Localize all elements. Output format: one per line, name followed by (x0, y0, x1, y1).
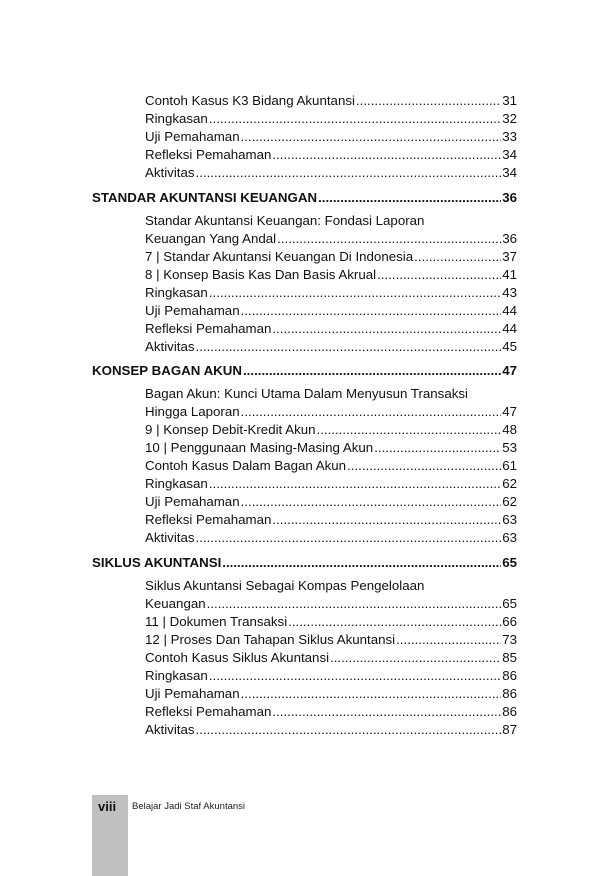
toc-entry-title: Ringkasan (145, 285, 208, 300)
running-title: Belajar Jadi Staf Akuntansi (132, 801, 246, 812)
toc-entry-page: 33 (502, 129, 517, 144)
toc-entry[interactable] (145, 92, 517, 110)
dot-leader (196, 529, 502, 547)
toc-entry-title: 8 | Konsep Basis Kas Dan Basis Akrual (145, 267, 377, 282)
toc-entry-page: 62 (502, 494, 517, 509)
toc-entry-title: 12 | Proses Dan Tahapan Siklus Akuntansi (145, 632, 396, 647)
toc-entry[interactable] (145, 320, 517, 338)
toc-entry-title: Ringkasan (145, 668, 208, 683)
toc-part-title: STANDAR AKUNTANSI KEUANGAN (92, 190, 318, 205)
toc-entry-page: 44 (502, 321, 517, 336)
toc-entry-page: 41 (502, 267, 517, 282)
dot-leader (272, 703, 501, 721)
dot-leader (196, 721, 502, 739)
toc-part-page: 47 (502, 363, 517, 378)
toc-entry[interactable] (145, 248, 517, 266)
dot-leader (241, 128, 502, 146)
dot-leader (272, 320, 501, 338)
toc-entry-title: Refleksi Pemahaman (145, 704, 272, 719)
dot-leader (272, 146, 501, 164)
toc-entry-page: 62 (502, 476, 517, 491)
dot-leader (374, 439, 501, 457)
dot-leader (196, 164, 502, 182)
dot-leader (330, 649, 501, 667)
toc-entry-title: Contoh Kasus Siklus Akuntansi (145, 650, 330, 665)
toc-entry-page: 44 (502, 303, 517, 318)
toc-intro-line: Siklus Akuntansi Sebagai Kompas Pengelolaan (145, 578, 425, 593)
dot-leader (347, 457, 501, 475)
toc-entry-title: Refleksi Pemahaman (145, 147, 272, 162)
toc-entry-page: 87 (502, 722, 517, 737)
toc-entry-page: 66 (502, 614, 517, 629)
toc-entry[interactable] (145, 266, 517, 284)
toc-entry[interactable] (145, 631, 517, 649)
dot-leader (356, 92, 501, 110)
dot-leader (209, 475, 501, 493)
toc-entry-page: 65 (502, 596, 517, 611)
dot-leader (241, 302, 502, 320)
toc-entry-page: 34 (502, 147, 517, 162)
toc-entry-page: 86 (502, 704, 517, 719)
dot-leader (209, 667, 501, 685)
toc-part-heading[interactable] (92, 554, 517, 572)
toc-entry-title: Contoh Kasus Dalam Bagan Akun (145, 458, 347, 473)
toc-entry-page: 61 (502, 458, 517, 473)
toc-entry[interactable] (145, 511, 517, 529)
toc-entry-page: 45 (502, 339, 517, 354)
toc-entry-title: Aktivitas (145, 165, 195, 180)
toc-entry[interactable] (145, 493, 517, 511)
toc-entry[interactable] (145, 667, 517, 685)
toc-entry-title: 11 | Dokumen Transaksi (145, 614, 288, 629)
toc-intro-line: Bagan Akun: Kunci Utama Dalam Menyusun Transaksi (145, 386, 468, 401)
dot-leader (241, 685, 502, 703)
dot-leader (396, 631, 501, 649)
dot-leader (243, 362, 501, 380)
dot-leader (277, 230, 501, 248)
toc-entry-title: Ringkasan (145, 476, 208, 491)
toc-entry[interactable] (145, 613, 517, 631)
dot-leader (272, 511, 501, 529)
toc-entry-page: 48 (502, 422, 517, 437)
dot-leader (222, 554, 501, 572)
toc-part-page: 65 (502, 555, 517, 570)
toc-entry[interactable] (145, 403, 517, 421)
toc-entry-title: Refleksi Pemahaman (145, 512, 272, 527)
toc-entry[interactable] (145, 338, 517, 356)
toc-entry[interactable] (145, 164, 517, 182)
toc-entry-page: 47 (502, 404, 517, 419)
toc-entry-title: Uji Pemahaman (145, 686, 240, 701)
toc-entry-page: 43 (502, 285, 517, 300)
page-number: viii (98, 799, 117, 814)
toc-entry[interactable] (145, 421, 517, 439)
toc-entry[interactable] (145, 703, 517, 721)
toc-part-title: SIKLUS AKUNTANSI (92, 555, 222, 570)
toc-entry-title: Keuangan (145, 596, 206, 611)
dot-leader (241, 403, 502, 421)
toc-part-page: 36 (502, 190, 517, 205)
toc-entry-page: 36 (502, 231, 517, 246)
toc-entry-title: Uji Pemahaman (145, 494, 240, 509)
toc-entry-page: 31 (502, 93, 517, 108)
toc-entry[interactable] (145, 649, 517, 667)
toc-entry-title: 9 | Konsep Debit-Kredit Akun (145, 422, 316, 437)
toc-entry-page: 34 (502, 165, 517, 180)
dot-leader (209, 110, 501, 128)
toc-entry-page: 73 (502, 632, 517, 647)
toc-entry[interactable] (145, 302, 517, 320)
toc-entry[interactable] (145, 457, 517, 475)
toc-entry[interactable] (145, 721, 517, 739)
toc-entry-title: Aktivitas (145, 530, 195, 545)
toc-entry-title: 10 | Penggunaan Masing-Masing Akun (145, 440, 374, 455)
dot-leader (288, 613, 501, 631)
dot-leader (318, 189, 501, 207)
toc-entry-title: Aktivitas (145, 722, 195, 737)
toc-entry-title: Contoh Kasus K3 Bidang Akuntansi (145, 93, 355, 108)
toc-part-heading[interactable] (92, 189, 517, 207)
toc-entry[interactable] (145, 128, 517, 146)
toc-intro-line: Standar Akuntansi Keuangan: Fondasi Laporan (145, 213, 425, 228)
toc-entry-title: Keuangan Yang Andal (145, 231, 277, 246)
toc-entry[interactable] (145, 230, 517, 248)
toc-entry-page: 53 (502, 440, 517, 455)
dot-leader (317, 421, 502, 439)
toc-entry-page: 63 (502, 512, 517, 527)
dot-leader (241, 493, 502, 511)
toc-entry-title: Uji Pemahaman (145, 129, 240, 144)
dot-leader (209, 284, 501, 302)
toc-entry-page: 86 (502, 668, 517, 683)
dot-leader (207, 595, 502, 613)
dot-leader (196, 338, 502, 356)
dot-leader (414, 248, 501, 266)
toc-entry[interactable] (145, 439, 517, 457)
toc-entry-title: Aktivitas (145, 339, 195, 354)
toc-entry[interactable] (145, 110, 517, 128)
dot-leader (377, 266, 501, 284)
toc-entry[interactable] (145, 475, 517, 493)
toc-part-heading[interactable] (92, 362, 517, 380)
toc-entry[interactable] (145, 284, 517, 302)
toc-entry-page: 86 (502, 686, 517, 701)
toc-entry[interactable] (145, 685, 517, 703)
toc-entry[interactable] (145, 595, 517, 613)
toc-entry-page: 37 (502, 249, 517, 264)
toc-entry-page: 85 (502, 650, 517, 665)
toc-entry-title: Ringkasan (145, 111, 208, 126)
toc-entry-title: Refleksi Pemahaman (145, 321, 272, 336)
toc-entry[interactable] (145, 146, 517, 164)
toc-entry-page: 32 (502, 111, 517, 126)
toc-entry-title: Hingga Laporan (145, 404, 240, 419)
toc-entry-page: 63 (502, 530, 517, 545)
toc-entry-title: Uji Pemahaman (145, 303, 240, 318)
toc-part-title: KONSEP BAGAN AKUN (92, 363, 242, 378)
toc-entry[interactable] (145, 529, 517, 547)
toc-entry-title: 7 | Standar Akuntansi Keuangan Di Indonesia (145, 249, 414, 264)
